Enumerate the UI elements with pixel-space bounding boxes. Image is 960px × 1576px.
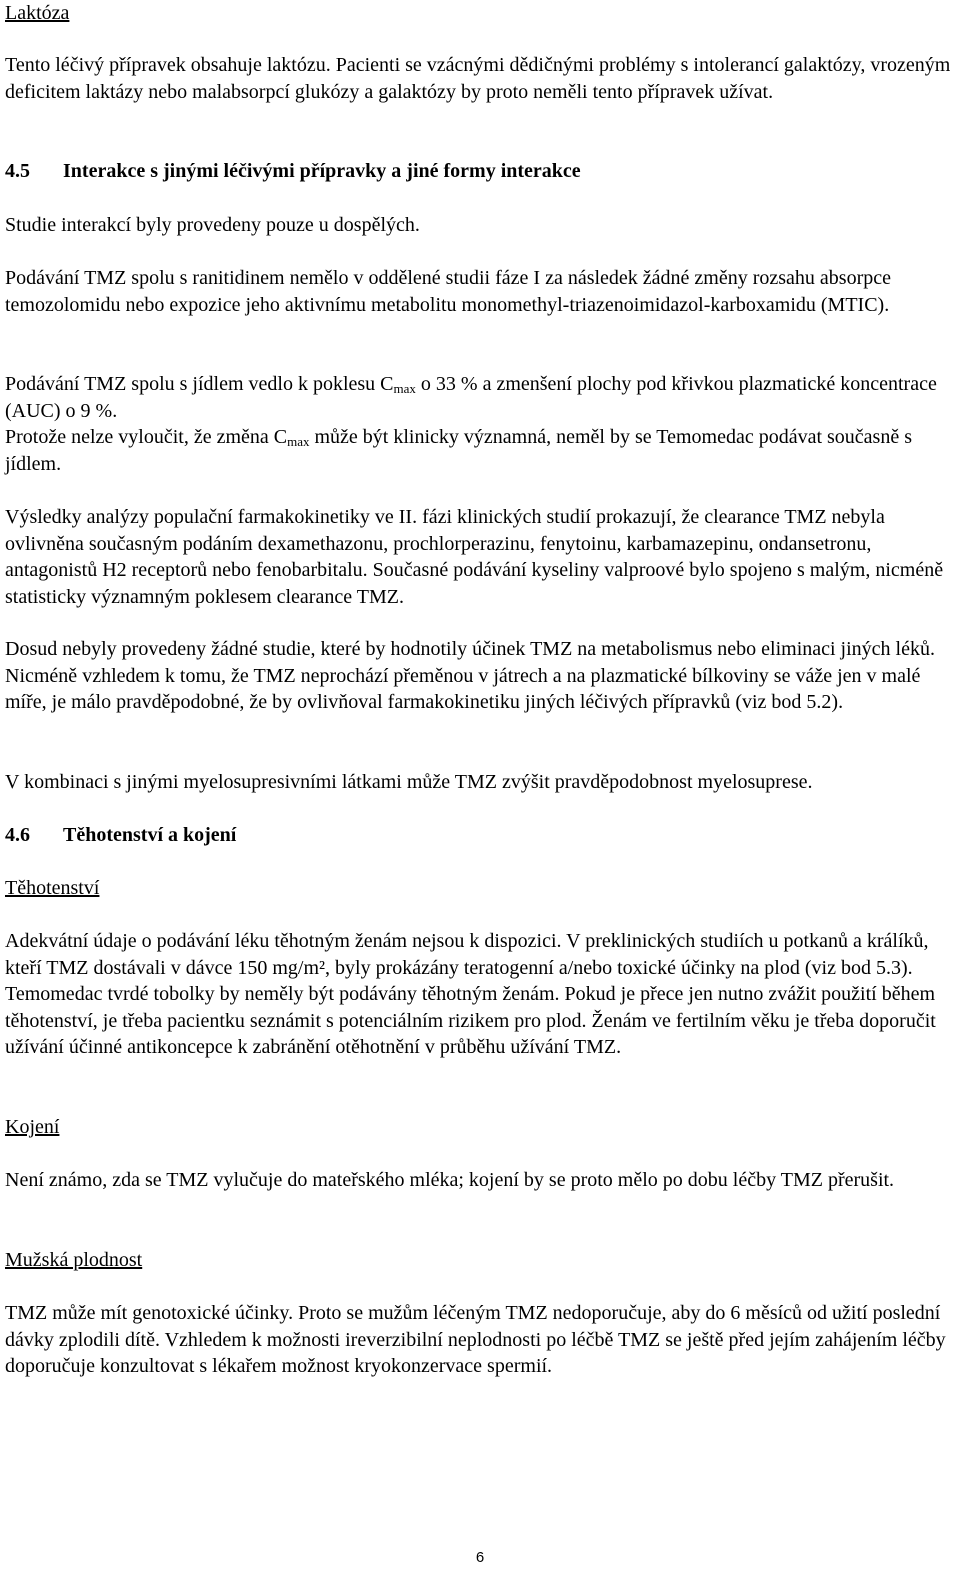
- section-title: Těhotenství a kojení: [63, 824, 237, 846]
- interactions-paragraph-2: Podávání TMZ spolu s ranitidinem nemělo v oddělené studii fáze I za následek žádné změny rozsahu absorpce temozolomidu nebo expozice jeho aktivnímu metabolitu monomethyl-triazenoimidazol-karboxamidu (MTIC).: [5, 267, 892, 316]
- section-number: 4.6: [5, 824, 30, 846]
- interactions-paragraph-5: Výsledky analýzy populační farmakokinetiky ve II. fázi klinických studií prokazují, že clearance TMZ nebyla ovlivněna současným podáním dexamethazonu, prochlorperazinu, fenytoinu, karbamazepinu, ondansetronu, antagonistů H2 receptorů nebo fenobarbitalu. Současné podávání kyseliny valproové bylo spojeno s malým, nicméně statisticky významným poklesem clearance TMZ.: [5, 506, 944, 608]
- lactose-heading: Laktóza: [5, 2, 70, 24]
- fertility-heading: Mužská plodnost: [5, 1249, 143, 1271]
- interactions-paragraph-3: Podávání TMZ spolu s jídlem vedlo k poklesu $C_{max}$ o 33 % a zmenšení plochy pod křivkou plazmatické koncentrace (AUC) o 9 %.: [5, 373, 937, 422]
- interactions-paragraph-1: Studie interakcí byly provedeny pouze u dospělých.: [5, 214, 420, 236]
- page-number: 6: [475, 1549, 485, 1566]
- interactions-paragraph-7: V kombinaci s jinými myelosupresivními látkami může TMZ zvýšit pravděpodobnost myelosuprese.: [5, 771, 813, 793]
- section-number: 4.5: [5, 160, 30, 182]
- section-title: Interakce s jinými léčivými přípravky a jiné formy interakce: [63, 160, 581, 182]
- section-4-6-heading: [5, 822, 955, 849]
- breastfeeding-heading: Kojení: [5, 1116, 60, 1138]
- pregnancy-paragraph: Adekvátní údaje o podávání léku těhotným ženám nejsou k dispozici. V preklinických studiích u potkanů a králíků, kteří TMZ dostávali v dávce 150 mg/m², byly prokázány teratogenní a/nebo toxické účinky na plod (viz bod 5.3). Temomedac tvrdé tobolky by neměly být podávány těhotným ženám. Pokud je přece jen nutno zvážit použití během těhotenství, je třeba pacientku seznámit s potenciálním rizikem pro plod. Ženám ve fertilním věku je třeba doporučit užívání účinné antikoncepce k zabránění otěhotnění v průběhu užívání TMZ.: [5, 930, 936, 1058]
- section-4-5-heading: [5, 158, 955, 185]
- interactions-paragraph-6: Dosud nebyly provedeny žádné studie, které by hodnotily účinek TMZ na metabolismus nebo eliminaci jiných léků. Nicméně vzhledem k tomu, že TMZ neprochází přeměnou v játrech a na plazmatické bílkoviny se váže jen v malé míře, je málo pravděpodobné, že by ovlivňoval farmakokinetiku jiných léčivých přípravků (viz bod 5.2).: [5, 638, 935, 713]
- pregnancy-heading: Těhotenství: [5, 877, 100, 899]
- interactions-paragraph-4: Protože nelze vyloučit, že změna $C_{max}$ může být klinicky významná, neměl by se Temomedac podávat současně s jídlem.: [5, 426, 912, 475]
- fertility-paragraph: TMZ může mít genotoxické účinky. Proto se mužům léčeným TMZ nedoporučuje, aby do 6 měsíců od užití poslední dávky zplodili dítě. Vzhledem k možnosti ireverzibilní neplodnosti po léčbě TMZ se ještě před jejím zahájením léčby doporučuje konzultovat s lékařem možnost kryokonzervace spermií.: [5, 1302, 946, 1377]
- lactose-paragraph: Tento léčivý přípravek obsahuje laktózu. Pacienti se vzácnými dědičnými problémy s intolerancí galaktózy, vrozeným deficitem laktázy nebo malabsorpcí glukózy a galaktózy by proto neměli tento přípravek užívat.: [5, 54, 951, 103]
- breastfeeding-paragraph: Není známo, zda se TMZ vylučuje do mateřského mléka; kojení by se proto mělo po dobu léčby TMZ přerušit.: [5, 1169, 895, 1191]
